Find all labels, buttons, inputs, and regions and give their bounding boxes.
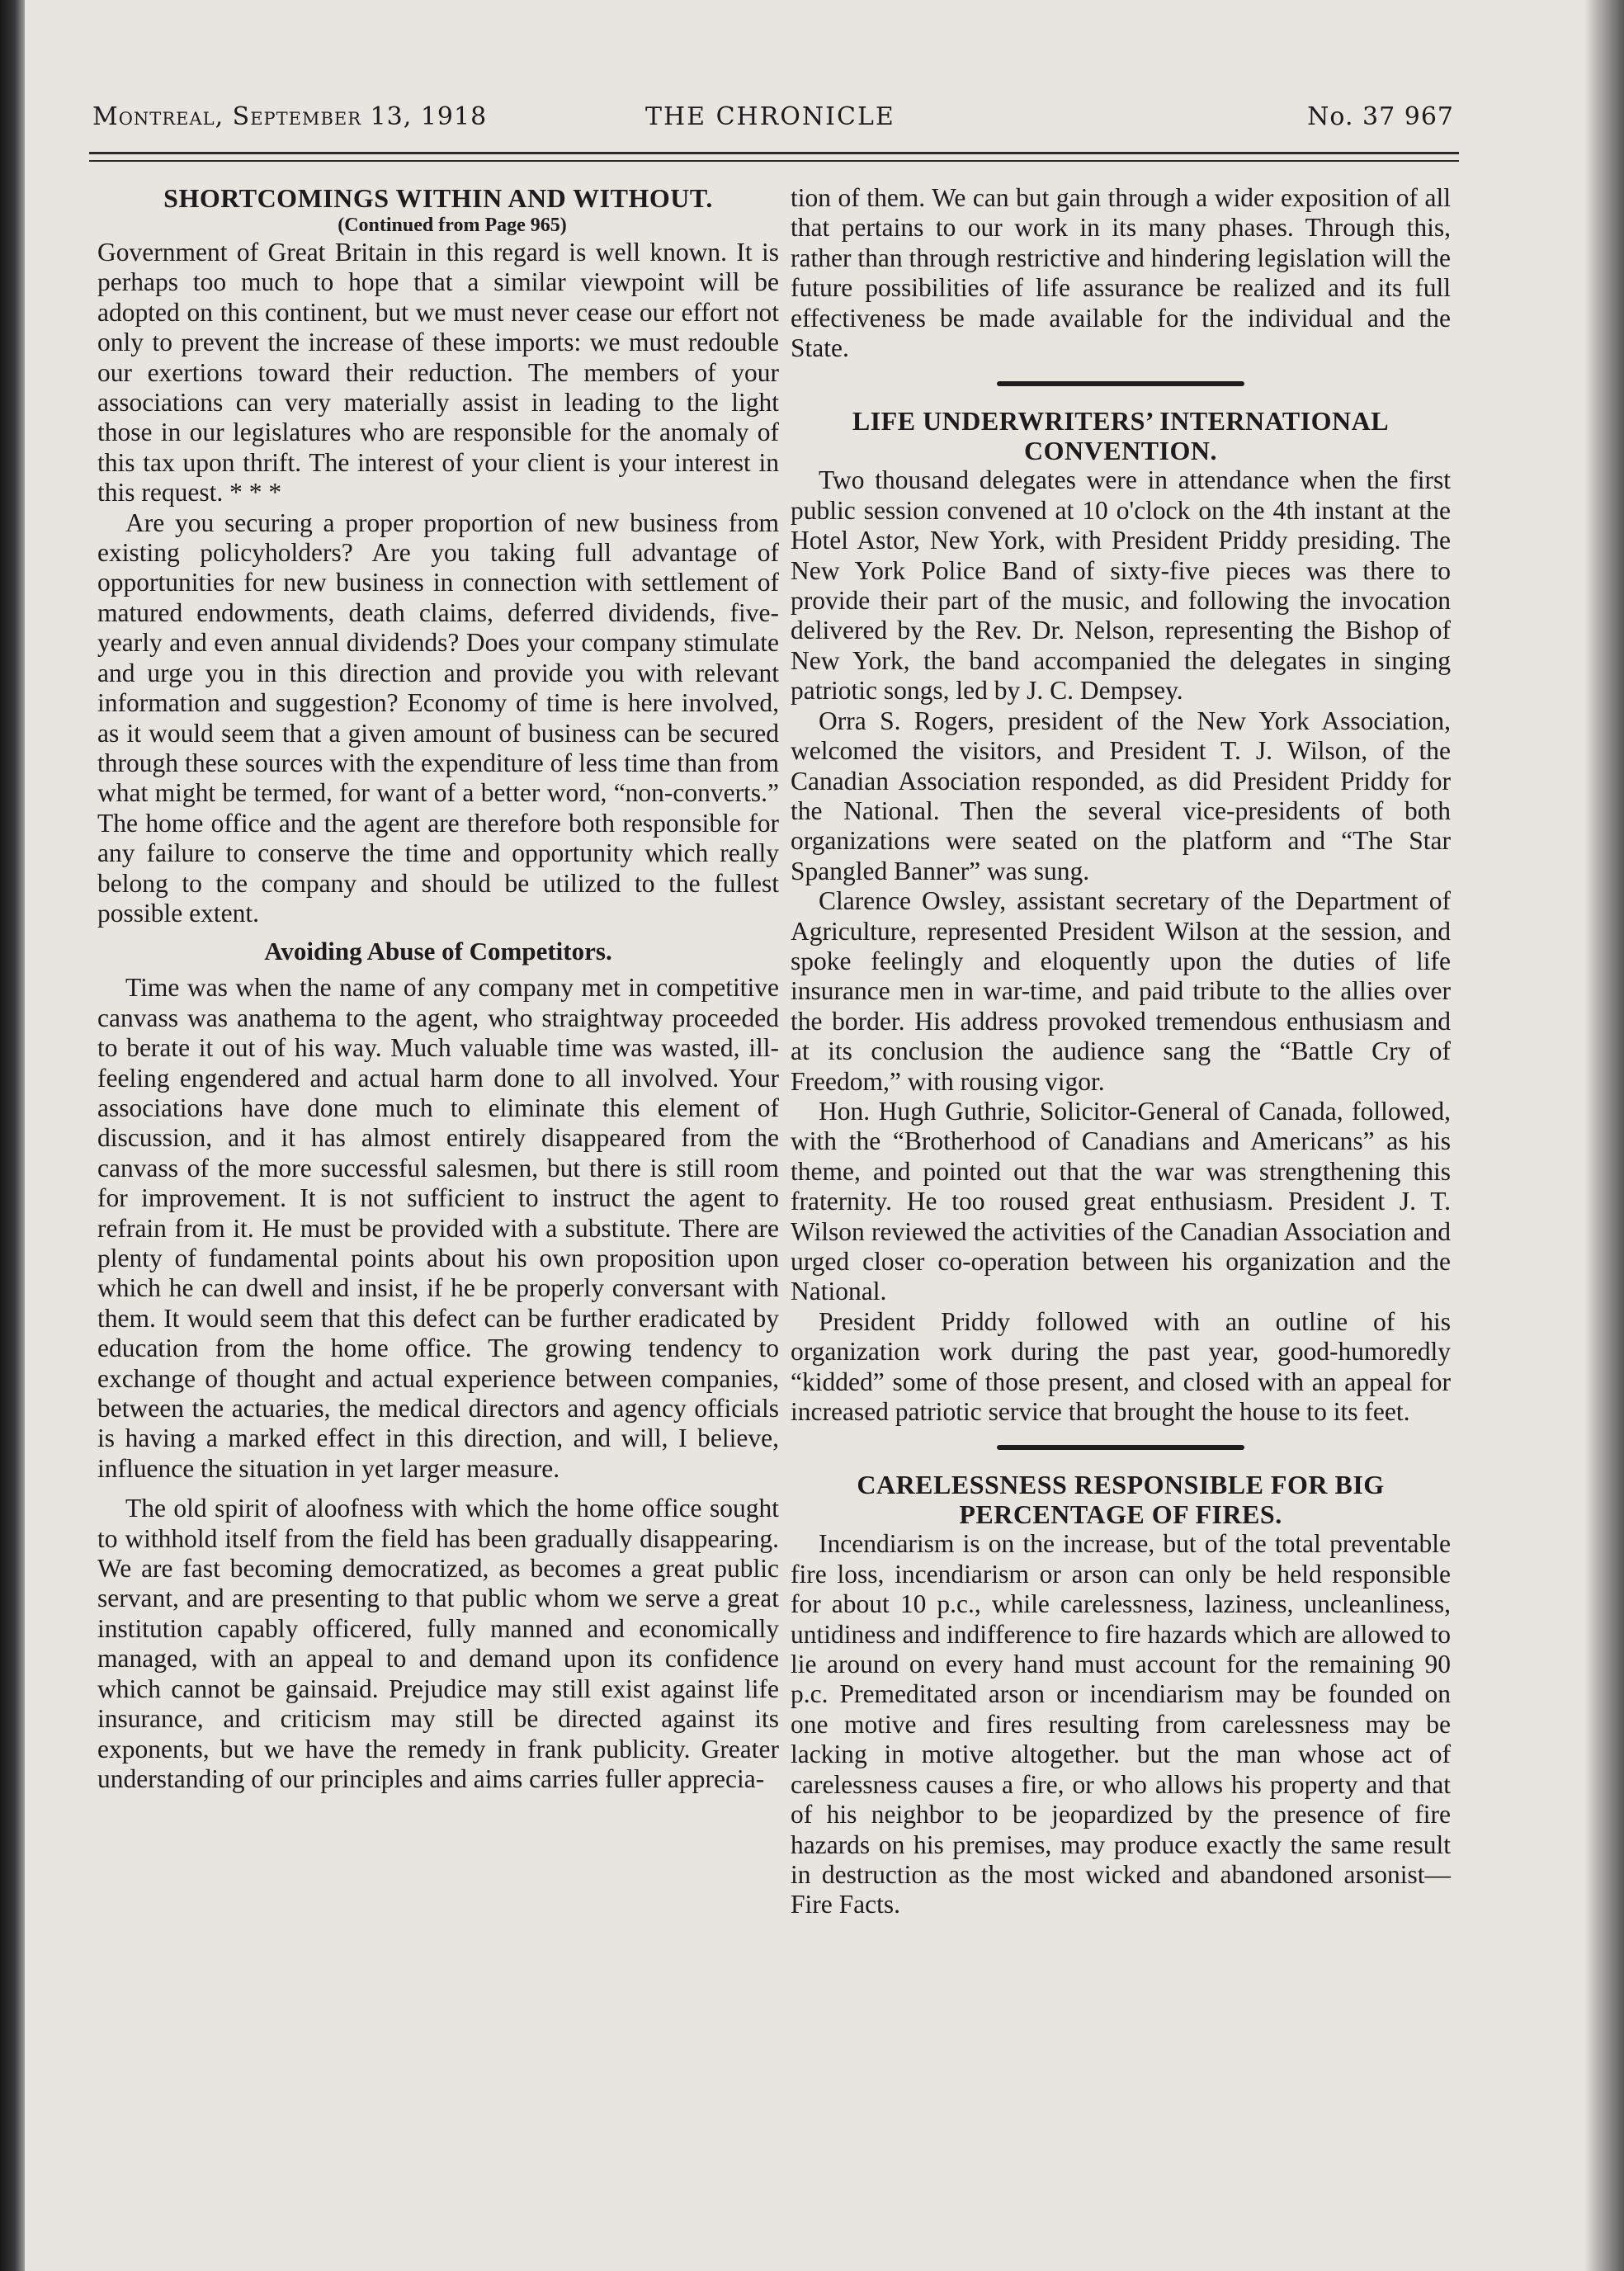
header-rule-top [89, 152, 1459, 154]
paragraph-continued: tion of them. We can but gain through a wider exposition of all that pertains to our work in its many phases. Through this, rather than through restrictive and hindering legislation will the future possibilities of life assurance be realized and its full effectiveness be made available for the individual and the State. [791, 183, 1451, 363]
paragraph: The old spirit of aloofness with which the home office sought to withhold itself from the field has been gradually disappearing. We are fast becoming democratized, as becomes a great public servant, and are presenting to that public whom we serve a great institution capably officered, fully manned and economically managed, with an appeal to and demand upon its confidence which cannot be gainsaid. Prejudice may still exist against life insurance, and criticism may still be directed against its exponents, but we have the remedy in frank publicity. Greater understanding of our principles and aims carries fuller apprecia- [97, 1494, 779, 1793]
running-header [92, 102, 1454, 140]
article-title-life-underwriters: LIFE UNDERWRITERS’ INTERNATIONAL CONVENTION. [852, 406, 1390, 466]
right-column [791, 183, 1451, 1920]
article-title-shortcomings: SHORTCOMINGS WITHIN AND WITHOUT. [163, 183, 713, 213]
paragraph: Clarence Owsley, assistant secretary of the Department of Agriculture, represented President Wilson at the session, and spoke feelingly and eloquently upon the duties of life insurance men in war-time, and paid tribute to the allies over the border. His address provoked tremendous enthusiasm and at its conclusion the audience sang the “Battle Cry of Freedom,” with rousing vigor. [791, 886, 1451, 1096]
continued-note: (Continued from Page 965) [338, 215, 567, 236]
page-edge-shadow [1584, 0, 1624, 2271]
article-divider [997, 1445, 1244, 1450]
paragraph: Incendiarism is on the increase, but of the total preventable fire loss, incendiarism or arson can only be held responsible for about 10 p.c., while carelessness, laziness, uncleanliness, untidiness and indifference to fire hazards which are allowed to lie around on every hand must account for the remaining 90 p.c. Premeditated arson or incendiarism may be founded on one motive and fires resulting from carelessness may be lacking in motive altogether. but the man whose act of carelessness causes a fire, or who allows his property and that of his neighbor to be jeopardized by the presence of fire hazards on his premises, may produce exactly the same result in destruction as the most wicked and abandoned arsonist—Fire Facts. [791, 1529, 1451, 1919]
header-publication-title: THE CHRONICLE [645, 102, 895, 131]
header-rule-bottom [89, 160, 1459, 162]
paragraph: President Priddy followed with an outline of his organization work during the past year, good-humoredly “kidded” some of those present, and closed with an appeal for increased patriotic service that brought the house to its feet. [791, 1306, 1451, 1427]
subheading-avoiding-abuse: Avoiding Abuse of Competitors. [264, 937, 612, 966]
paragraph: Orra S. Rogers, president of the New York Association, welcomed the visitors, and President T. J. Wilson, of the Canadian Association responded, as did President Priddy for the National. Then the several vice-presidents of both organizations were seated on the platform and “The Star Spangled Banner” was sung. [791, 706, 1451, 885]
paragraph: Government of Great Britain in this regard is well known. It is perhaps too much to hope that a similar viewpoint will be adopted on this continent, but we must never cease our effort not only to prevent the increase of these imports: we must redouble our exertions toward their reduction. The members of your associations can very materially assist in leading to the light those in our legislatures who are responsible for the anomaly of this tax upon thrift. The interest of your client is your interest in this request. * * * [97, 238, 779, 508]
article-title-carelessness: CARELESSNESS RESPONSIBLE FOR BIG PERCENTAGE OF FIRES. [857, 1470, 1385, 1530]
header-issue-page: No. 37 967 [1307, 102, 1454, 131]
header-dateline: Montreal, September 13, 1918 [92, 102, 488, 131]
paragraph: Are you securing a proper proportion of new business from existing policyholders? Are you taking full advantage of opportunities for new business in connection with settlement of matured endowments, death claims, deferred dividends, five-yearly and even annual dividends? Does your company stimulate and urge you in this direction and provide you with relevant information and suggestion? Economy of time is here involved, as it would seem that a given amount of business can be secured through these sources with the expenditure of less time than from what might be termed, for want of a better word, “non-converts.” The home office and the agent are therefore both responsible for any failure to conserve the time and opportunity which really belong to the company and should be utilized to the fullest possible extent. [97, 508, 779, 928]
page-binding-shadow [0, 0, 25, 2271]
left-column [97, 183, 779, 1794]
paragraph: Two thousand delegates were in attendance when the first public session convened at 10 o'clock on the 4th instant at the Hotel Astor, New York, with President Priddy presiding. The New York Police Band of sixty-five pieces was there to provide their part of the music, and following the invocation delivered by the Rev. Dr. Nelson, representing the Bishop of New York, the band accompanied the delegates in singing patriotic songs, led by J. C. Dempsey. [791, 465, 1451, 706]
article-divider [997, 381, 1244, 386]
paragraph: Time was when the name of any company met in competitive canvass was anathema to the agent, who straightway proceeded to berate it out of his way. Much valuable time was wasted, ill-feeling engendered and actual harm done to all involved. Your associations have done much to eliminate this element of discussion, and it has almost entirely disappeared from the canvass of the more successful salesmen, but there is still room for improvement. It is not sufficient to instruct the agent to refrain from it. He must be provided with a substitute. There are plenty of fundamental points about his own proposition upon which he can dwell and insist, if he be properly conversant with them. It would seem that this defect can be further eradicated by education from the home office. The growing tendency to exchange of thought and actual experience between companies, between the actuaries, the medical directors and agency officials is having a marked effect in this direction, and will, I believe, influence the situation in yet larger measure. [97, 973, 779, 1483]
paragraph-gap [97, 1484, 779, 1494]
paragraph: Hon. Hugh Guthrie, Solicitor-General of Canada, followed, with the “Brotherhood of Canadians and Americans” as his theme, and pointed out that the war was strengthening this fraternity. He too roused great enthusiasm. President J. T. Wilson reviewed the activities of the Canadian Association and urged closer co-operation between his organization and the National. [791, 1096, 1451, 1306]
